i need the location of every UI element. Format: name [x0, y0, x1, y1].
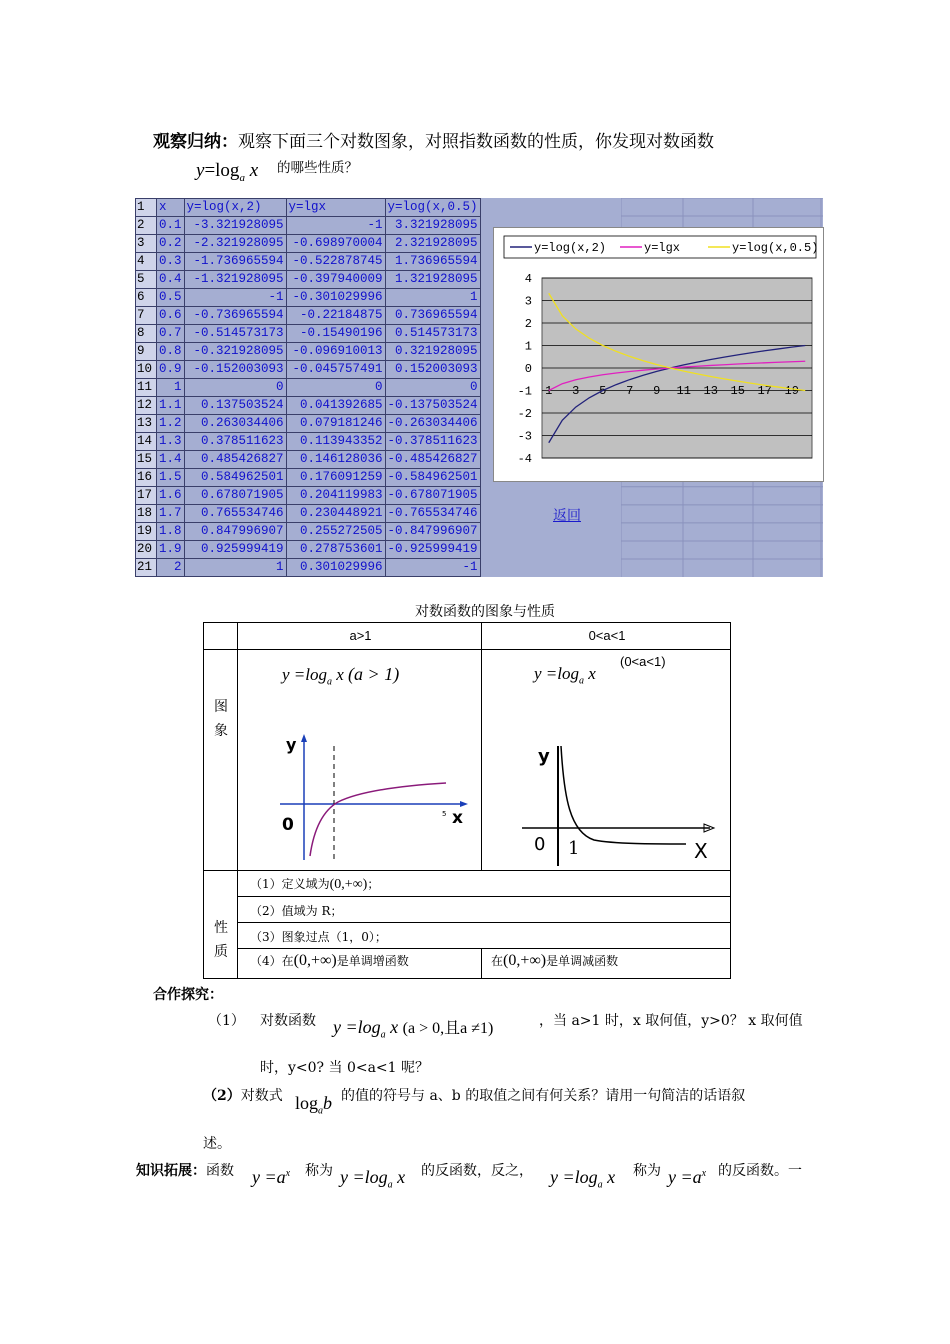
props-corner-cell [203, 622, 238, 650]
row-number[interactable]: 1 [136, 199, 157, 217]
table-row [136, 415, 481, 433]
x-tick-label: 13 [703, 384, 718, 398]
cell-log05[interactable]: -0.584962501 [385, 469, 480, 487]
cell-log05[interactable]: 1.736965594 [385, 253, 480, 271]
graph1-y-label: y [286, 735, 297, 754]
q2-text2: 的值的符号与 a、b 的取值之间有何关系？请用一句简洁的话语叙 [341, 1088, 746, 1104]
graph2-cond: (0<a<1) [620, 654, 666, 669]
cell-log2[interactable]: -2.321928095 [184, 235, 286, 253]
intro-heading: 观察归纳： [153, 132, 238, 152]
prop-point-cell [237, 922, 731, 949]
cell-log05[interactable]: 0.736965594 [385, 307, 480, 325]
graph1-zero: 0 [282, 815, 294, 835]
y-tick-label: -2 [517, 407, 532, 421]
cell-lg[interactable]: -0.397940009 [286, 271, 385, 289]
intro-formula [196, 160, 258, 184]
props-header-a-gt-1 [237, 622, 482, 650]
cell-log05[interactable]: 2.321928095 [385, 235, 480, 253]
q1-cond: (a > 0,且a ≠1) [402, 1020, 494, 1037]
knowledge-f2-text: y =log [340, 1167, 388, 1187]
cell-log2[interactable]: 0.378511623 [184, 433, 286, 451]
cooperate-heading: 合作探究： [153, 987, 223, 1003]
graph2-formula-text: y =log [534, 664, 579, 683]
table-row [136, 433, 481, 451]
prop1-prefix: （1）定义域为 [250, 877, 330, 891]
knowledge-heading: 知识拓展： [136, 1163, 206, 1179]
prop4-prefix: （4）在 [250, 954, 294, 968]
table-row [136, 397, 481, 415]
knowledge-f3-text: y =log [550, 1167, 598, 1187]
graph1-formula-text: y =log [282, 665, 327, 684]
row-number[interactable]: 5 [136, 271, 157, 289]
x-tick-label: 5 [599, 384, 607, 398]
q1-x: x [390, 1017, 399, 1037]
table-row [136, 361, 481, 379]
cell-x[interactable]: 1.8 [157, 523, 185, 541]
table-row [136, 289, 481, 307]
knowledge-f1-text: y =a [252, 1167, 286, 1187]
column-header[interactable]: x [157, 199, 185, 217]
cell-log2[interactable]: 0.925999419 [184, 541, 286, 559]
cell-lg[interactable]: -0.15490196 [286, 325, 385, 343]
cell-lg[interactable]: -0.522878745 [286, 253, 385, 271]
q2-line2: 述。 [203, 1136, 231, 1152]
cell-log05[interactable]: 1.321928095 [385, 271, 480, 289]
q2-text1: 对数式 [240, 1088, 283, 1104]
graph-0-lt-a-lt-1-cell [481, 649, 731, 871]
q1-formula-text: y =log [333, 1017, 381, 1037]
prop-range-cell [237, 896, 731, 923]
props-table [203, 622, 731, 979]
cell-lg[interactable]: 0.176091259 [286, 469, 385, 487]
props-row-label-1: 性 [214, 920, 228, 936]
x-tick-label: 19 [784, 384, 799, 398]
cell-log05[interactable]: 0.321928095 [385, 343, 480, 361]
cell-x[interactable]: 1.6 [157, 487, 185, 505]
knowledge-f2-sub: a [387, 1179, 393, 1191]
cell-log05[interactable]: -0.678071905 [385, 487, 480, 505]
intro-sub: a [239, 171, 245, 184]
row-number[interactable]: 21 [136, 559, 157, 577]
prop-decreasing-cell [481, 948, 731, 979]
row-number[interactable]: 10 [136, 361, 157, 379]
cell-x[interactable]: 0.1 [157, 217, 185, 235]
cell-log2[interactable]: 0.847996907 [184, 523, 286, 541]
cell-log2[interactable]: 1 [184, 559, 286, 577]
q1-rest: ，当 a>1 时，x 取何值，y>0？ x 取何值 [539, 1013, 803, 1029]
cell-log2[interactable]: 0.765534746 [184, 505, 286, 523]
column-header[interactable]: y=lgx [286, 199, 385, 217]
cell-log05[interactable]: 0.152003093 [385, 361, 480, 379]
table-row [136, 307, 481, 325]
row-number[interactable]: 15 [136, 451, 157, 469]
graph2-formula [534, 664, 596, 686]
cell-lg[interactable]: 0.278753601 [286, 541, 385, 559]
x-tick-label: 11 [676, 384, 691, 398]
props-row-label-2: 质 [214, 944, 228, 960]
q2-sub: a [318, 1105, 324, 1117]
cell-x[interactable]: 2 [157, 559, 185, 577]
cell-log05[interactable]: -1 [385, 559, 480, 577]
knowledge-f4 [668, 1167, 706, 1188]
q1-text: 对数函数 [260, 1013, 316, 1029]
cell-lg[interactable]: 0.146128036 [286, 451, 385, 469]
cell-log05[interactable]: -0.925999419 [385, 541, 480, 559]
prop-domain-cell [237, 870, 731, 897]
x-tick-label: 17 [757, 384, 772, 398]
q2-num: （2） [203, 1088, 241, 1104]
knowledge-f2-x: x [397, 1167, 406, 1187]
cell-log2[interactable]: -3.321928095 [184, 217, 286, 235]
log-chart-svg [494, 228, 823, 481]
cell-x[interactable]: 0.2 [157, 235, 185, 253]
cell-log05[interactable]: -0.765534746 [385, 505, 480, 523]
props-header-0-lt-a-lt-1 [481, 622, 731, 650]
cell-log2[interactable]: 0.137503524 [184, 397, 286, 415]
knowledge-f3-x: x [607, 1167, 616, 1187]
cell-log2[interactable]: 0.263034406 [184, 415, 286, 433]
row-number[interactable]: 2 [136, 217, 157, 235]
cell-lg[interactable]: 0.255272505 [286, 523, 385, 541]
cell-x[interactable]: 1.7 [157, 505, 185, 523]
spreadsheet-table [135, 198, 481, 577]
graph1-sub: a [327, 676, 332, 688]
cooperate-q1 [208, 1010, 245, 1030]
row-number[interactable]: 14 [136, 433, 157, 451]
table-row [136, 559, 481, 577]
prop4b-prefix: 在 [491, 954, 504, 968]
cell-log05[interactable]: -0.847996907 [385, 523, 480, 541]
cell-x[interactable]: 0.8 [157, 343, 185, 361]
column-header[interactable]: y=log(x,0.5) [385, 199, 480, 217]
cell-log2[interactable]: -0.736965594 [184, 307, 286, 325]
cell-log2[interactable]: 0 [184, 379, 286, 397]
q2-b: b [323, 1093, 333, 1113]
cell-x[interactable]: 1.2 [157, 415, 185, 433]
knowledge-t5: 的反函数。一 [718, 1163, 802, 1179]
graph1-cond: (a > 1) [348, 664, 400, 684]
prop4b-suffix: 是单调减函数 [546, 954, 619, 968]
x-tick-label: 1 [545, 384, 553, 398]
graph1-plot [276, 728, 476, 868]
prop-increasing [250, 952, 409, 970]
graph2-plot [514, 728, 724, 868]
table-row [136, 505, 481, 523]
row-number[interactable]: 17 [136, 487, 157, 505]
cell-lg[interactable]: 0.113943352 [286, 433, 385, 451]
cell-x[interactable]: 0.3 [157, 253, 185, 271]
cell-log05[interactable]: 3.321928095 [385, 217, 480, 235]
table-row [136, 253, 481, 271]
table-row [136, 271, 481, 289]
cell-lg[interactable]: -0.301029996 [286, 289, 385, 307]
table-row [136, 343, 481, 361]
graph-row-label-cell [203, 649, 238, 871]
row-number[interactable]: 18 [136, 505, 157, 523]
cell-log2[interactable]: 0.678071905 [184, 487, 286, 505]
row-number[interactable]: 4 [136, 253, 157, 271]
row-number[interactable]: 11 [136, 379, 157, 397]
x-tick-label: 15 [730, 384, 745, 398]
table-row [136, 325, 481, 343]
cell-x[interactable]: 0.5 [157, 289, 185, 307]
cell-log2[interactable]: -1 [184, 289, 286, 307]
cell-lg[interactable]: -0.045757491 [286, 361, 385, 379]
y-tick-label: -3 [517, 429, 532, 444]
row-number[interactable]: 13 [136, 415, 157, 433]
cooperate-q2 [203, 1085, 283, 1105]
prop-domain [250, 875, 379, 893]
knowledge-f3-sub: a [597, 1179, 603, 1191]
graph1-tick: 5 [442, 810, 447, 818]
prop4b-interval: (0,+∞) [503, 952, 547, 969]
cell-log2[interactable]: -1.321928095 [184, 271, 286, 289]
cell-x[interactable]: 0.6 [157, 307, 185, 325]
prop1-suffix: ； [367, 877, 380, 891]
cell-log05[interactable]: -0.485426827 [385, 451, 480, 469]
knowledge-t1: 函数 [206, 1163, 234, 1179]
y-tick-label: 2 [524, 317, 532, 331]
knowledge-f3 [550, 1167, 615, 1191]
graph2-y-label: y [538, 746, 550, 767]
sheet-header-row [136, 199, 481, 217]
cell-log2[interactable]: 0.584962501 [184, 469, 286, 487]
cell-lg[interactable]: 0.041392685 [286, 397, 385, 415]
cell-log05[interactable]: -0.137503524 [385, 397, 480, 415]
intro-text: 观察下面三个对数图象，对照指数函数的性质，你发现对数函数 [238, 132, 714, 152]
knowledge-t2: 称为 [305, 1163, 333, 1179]
knowledge-f1-sup: x [285, 1168, 291, 1179]
graph2-one: 1 [568, 838, 580, 859]
prop-increasing-cell [237, 948, 482, 979]
cell-log2[interactable]: -0.514573173 [184, 325, 286, 343]
header-a-gt-1: a>1 [349, 628, 372, 643]
cell-x[interactable]: 1.1 [157, 397, 185, 415]
cell-x[interactable]: 0.9 [157, 361, 185, 379]
cell-x[interactable]: 0.4 [157, 271, 185, 289]
q1-num: （1） [208, 1013, 245, 1029]
y-tick-label: -1 [517, 384, 532, 399]
row-number[interactable]: 19 [136, 523, 157, 541]
header-0-lt-a-lt-1: 0<a<1 [588, 628, 626, 643]
q1-line2: 时，y<0? 当 0<a<1 呢？ [260, 1060, 430, 1076]
row-number[interactable]: 12 [136, 397, 157, 415]
row-number[interactable]: 3 [136, 235, 157, 253]
table-row [136, 451, 481, 469]
cell-log2[interactable]: -0.152003093 [184, 361, 286, 379]
cell-x[interactable]: 1.5 [157, 469, 185, 487]
table-row [136, 541, 481, 559]
cell-lg[interactable]: 0.079181246 [286, 415, 385, 433]
knowledge-f4-sup: x [701, 1168, 707, 1179]
knowledge-t3: 的反函数，反之， [421, 1163, 533, 1179]
q2-log [295, 1093, 332, 1117]
cell-x[interactable]: 1.4 [157, 451, 185, 469]
row-number[interactable]: 7 [136, 307, 157, 325]
cell-log05[interactable]: -0.263034406 [385, 415, 480, 433]
graph2-x: x [588, 664, 596, 683]
row-number[interactable]: 16 [136, 469, 157, 487]
legend-label: y=log(x,0.5) [732, 241, 819, 255]
cell-lg[interactable]: -0.096910013 [286, 343, 385, 361]
q1-sub: a [380, 1029, 386, 1041]
intro-suffix: 的哪些性质？ [277, 160, 358, 176]
cell-lg[interactable]: 0.301029996 [286, 559, 385, 577]
table-row [136, 523, 481, 541]
cell-lg[interactable]: 0.204119983 [286, 487, 385, 505]
prop-decreasing [491, 952, 618, 970]
knowledge-t4: 称为 [633, 1163, 661, 1179]
row-number[interactable]: 8 [136, 325, 157, 343]
cell-lg[interactable]: 0 [286, 379, 385, 397]
y-tick-label: -4 [517, 452, 532, 466]
intro-eq: =log [204, 160, 240, 181]
y-tick-label: 0 [524, 362, 532, 376]
graph1-x: x [336, 665, 344, 684]
intro-line-1 [153, 127, 714, 152]
graph1-x-label: x [452, 808, 463, 828]
props-row-label-cell [203, 870, 238, 979]
knowledge-line [136, 1160, 234, 1180]
column-header[interactable]: y=log(x,2) [184, 199, 286, 217]
cell-log05[interactable]: 1 [385, 289, 480, 307]
row-number[interactable]: 6 [136, 289, 157, 307]
x-tick-label: 7 [626, 384, 634, 398]
knowledge-f4-text: y =a [668, 1167, 702, 1187]
x-tick-label: 3 [572, 384, 580, 398]
knowledge-f2 [340, 1167, 405, 1191]
cell-log05[interactable]: 0.514573173 [385, 325, 480, 343]
back-link[interactable]: 返回 [553, 508, 581, 524]
prop4-interval: (0,+∞) [293, 952, 337, 969]
cell-lg[interactable]: -0.698970004 [286, 235, 385, 253]
q1-formula [333, 1015, 493, 1041]
intro-x: x [249, 160, 259, 181]
cell-lg[interactable]: 0.230448921 [286, 505, 385, 523]
graph1-formula [282, 664, 399, 687]
cell-lg[interactable]: -0.22184875 [286, 307, 385, 325]
graph2-sub: a [579, 675, 584, 687]
table-row [136, 217, 481, 235]
cell-x[interactable]: 0.7 [157, 325, 185, 343]
graph-a-gt-1-cell [237, 649, 482, 871]
graph-row-label-2: 象 [214, 723, 228, 739]
table-row [136, 469, 481, 487]
table-row [136, 487, 481, 505]
cell-x[interactable]: 1.3 [157, 433, 185, 451]
cell-x[interactable]: 1 [157, 379, 185, 397]
cell-log05[interactable]: -0.378511623 [385, 433, 480, 451]
cell-log2[interactable]: 0.485426827 [184, 451, 286, 469]
cell-log05[interactable]: 0 [385, 379, 480, 397]
cell-x[interactable]: 1.9 [157, 541, 185, 559]
row-number[interactable]: 9 [136, 343, 157, 361]
y-tick-label: 4 [524, 272, 532, 286]
graph-row-label-1: 图 [214, 699, 228, 715]
table-row [136, 379, 481, 397]
row-number[interactable]: 20 [136, 541, 157, 559]
cell-log2[interactable]: -0.321928095 [184, 343, 286, 361]
prop1-interval: (0,+∞) [329, 877, 368, 892]
q2-log-text: log [295, 1093, 319, 1113]
y-tick-label: 1 [524, 339, 532, 354]
x-tick-label: 9 [653, 384, 661, 398]
log-chart[interactable] [493, 227, 824, 482]
y-tick-label: 3 [524, 294, 532, 309]
knowledge-f1 [252, 1167, 290, 1188]
graph2-x-label: X [694, 839, 708, 863]
graph2-zero: 0 [534, 834, 546, 855]
prop4-suffix: 是单调增函数 [336, 954, 409, 968]
prop-point: （3）图象过点（1，0）； [250, 930, 387, 944]
intro-y: y [196, 160, 205, 181]
cell-lg[interactable]: -1 [286, 217, 385, 235]
legend-label: y=lgx [644, 241, 681, 255]
cell-log2[interactable]: -1.736965594 [184, 253, 286, 271]
table-row [136, 235, 481, 253]
prop-range: （2）值域为 R； [250, 904, 343, 918]
legend-label: y=log(x,2) [534, 241, 607, 255]
props-caption: 对数函数的图象与性质 [415, 604, 555, 620]
